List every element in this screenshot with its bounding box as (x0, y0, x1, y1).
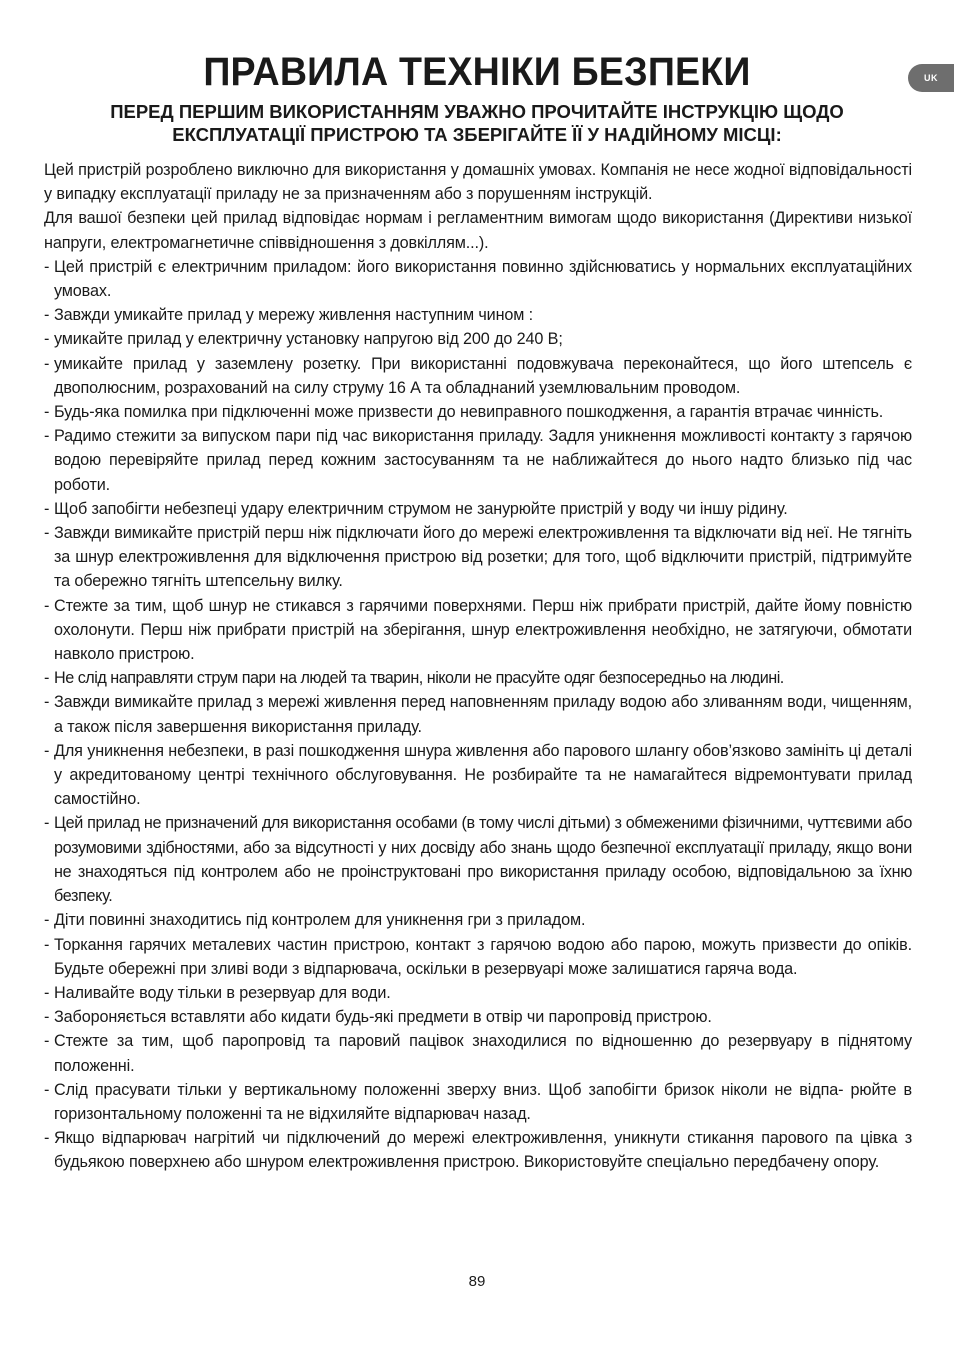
safety-rule: - Стежте за тим, щоб шнур не стикався з гарячими поверхнями. Перш ніж прибрати пристрій, дайте йому повністю охолонути. Перш ніж прибрати пристрій на зберігання, шнур електроживлення необхідно, не затягуючи, обмотати навколо пристрою. (44, 594, 912, 667)
page-subtitle: ПЕРЕД ПЕРШИМ ВИКОРИСТАННЯМ УВАЖНО ПРОЧИТАЙТЕ ІНСТРУКЦІЮ ЩОДО ЕКСПЛУАТАЦІЇ ПРИСТРОЮ ТА ЗБЕРІГАЙТЕ ЇЇ У НАДІЙНОМУ МІСЦІ: (110, 101, 844, 145)
safety-rule: - Торкання гарячих металевих частин пристрою, контакт з гарячою водою або парою, можуть призвести до опіків. Будьте обережні при зливі води з відпарювача, оскільки в резервуарі може залишатися гаряча вода. (44, 933, 912, 981)
safety-rule: - Завжди умикайте прилад у мережу живлення наступним чином : (44, 303, 912, 327)
safety-rule: - Завжди вимикайте прилад з мережі живлення перед наповненням приладу водою або зливанням води, чищенням, а також після завершення використання приладу. (44, 690, 912, 738)
safety-rule: - Слід прасувати тільки у вертикальному положенні зверху вниз. Щоб запобігти бризок ніколи не відпа- рюйте в горизонтальному положенні та не відхиляйте відпарювач назад. (44, 1078, 912, 1126)
safety-rules-list (44, 255, 912, 1175)
safety-rule: - Діти повинні знаходитись під контролем для уникнення гри з приладом. (44, 908, 912, 932)
safety-rule: - Забороняється вставляти або кидати будь-які предмети в отвір чи паропровід пристрою. (44, 1005, 912, 1029)
safety-rule: - Наливайте воду тільки в резервуар для води. (44, 981, 912, 1005)
safety-rule: - Для уникнення небезпеки, в разі пошкодження шнура живлення або парового шлангу обов’язково замініть ці деталі у акредитованому центрі технічного обслуговування. Не розбирайте та не намагайтеся відремонтувати прилад самостійно. (44, 739, 912, 812)
safety-rule: - Стежте за тим, щоб паропровід та паровий пацівок знаходилися по відношенню до резервуару в піднятому положенні. (44, 1029, 912, 1077)
language-tab-uk: UK (908, 64, 954, 92)
safety-rule: - Не слід направляти струм пари на людей та тварин, ніколи не прасуйте одяг безпосередньо на людині. (44, 666, 912, 690)
safety-rule: - Завжди вимикайте пристрій перш ніж підключати його до мережі електроживлення та відключати від неї. Не тягніть за шнур електроживлення для відключення пристрою від розетки; для того, щоб відключити пристрій, підтримуйте та обережно тягніть штепсельну вилку. (44, 521, 912, 594)
safety-content (44, 158, 912, 1175)
safety-rule: - Щоб запобігти небезпеці удару електричним струмом не занурюйте пристрій у воду чи іншу рідину. (44, 497, 912, 521)
page-title: ПРАВИЛА ТЕХНІКИ БЕЗПЕКИ (203, 50, 751, 94)
safety-rule: - Якщо відпарювач нагрітий чи підключений до мережі електроживлення, уникнути стикання парового па цівка з будьякою поверхнею або шнуром електроживлення пристрою. Використовуйте спеціально передбачену опору. (44, 1126, 912, 1174)
intro-paragraph: Для вашої безпеки цей прилад відповідає нормам і регламентним вимогам щодо використання (Директиви низької напруги, електромагнетичне співвідношення з довкіллям...). (44, 209, 912, 252)
intro-paragraph: Цей пристрій розроблено виключно для використання у домашніх умовах. Компанія не несе жодної відповідальності у випадку експлуатації приладу не за призначенням або з порушенням інструкцій. (44, 161, 912, 204)
page-number: 89 (468, 1273, 486, 1290)
safety-rule: - умикайте прилад у електричну установку напругою від 200 до 240 В; (44, 327, 912, 351)
safety-rule: - Цей прилад не призначений для використання особами (в тому числі дітьми) з обмеженими фізичними, чуттєвими або розумовими здібностями, або за відсутності у них досвіду або знань щодо безпечної експлуатації приладу, якщо вони не знаходяться під контролем або не проінструктовані про використання приладу особою, відповідальною за їхню безпеку. (44, 811, 912, 908)
safety-rule: - Радимо стежити за випуском пари під час використання приладу. Задля уникнення можливості контакту з гарячою водою перевіряйте прилад перед кожним застосуванням та не наближайтеся до нього надто близько під час роботи. (44, 424, 912, 497)
safety-rule: - Будь-яка помилка при підключенні може призвести до невиправного пошкодження, а гарантія втрачає чинність. (44, 400, 912, 424)
safety-rule: - Цей пристрій є електричним приладом: його використання повинно здійснюватись у нормальних експлуатаційних умовах. (44, 255, 912, 303)
safety-rule: - умикайте прилад у заземлену розетку. При використанні подовжувача переконайтеся, що його штепсель є двополюсним, розрахований на силу струму 16 А та обладнаний уземлювальним проводом. (44, 352, 912, 400)
